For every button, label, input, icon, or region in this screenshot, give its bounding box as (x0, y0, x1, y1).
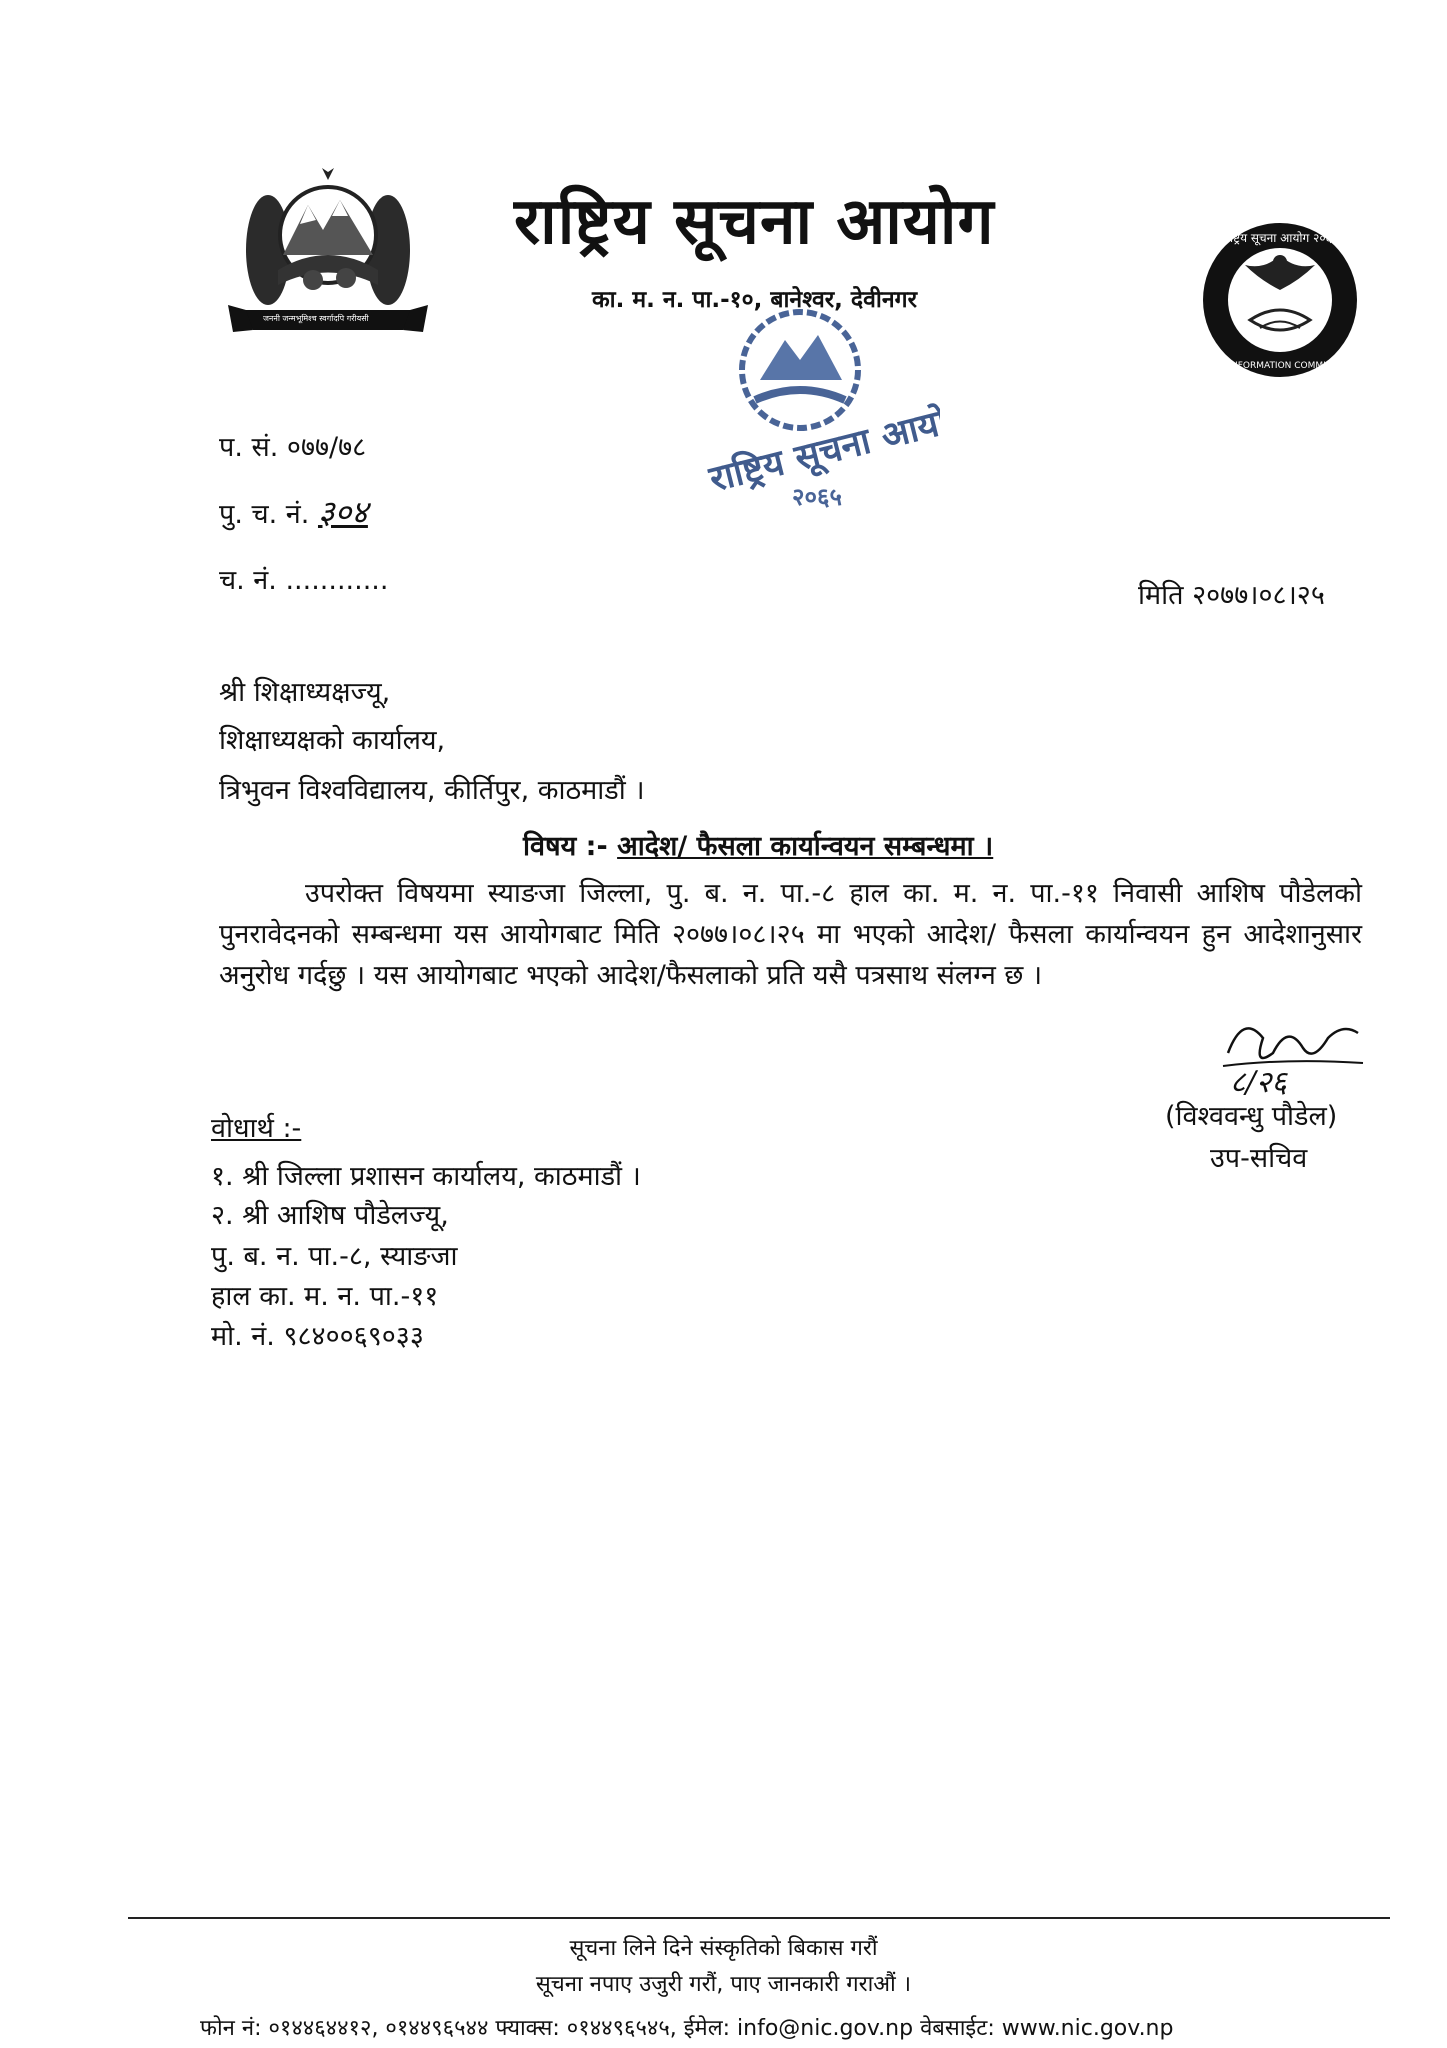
dispatch-number-value: ३०४ (317, 493, 368, 531)
coat-of-arms-motto: जननी जन्मभूमिश्च स्वर्गादपि गरीयसी (263, 314, 369, 323)
stamp-year: २०६५ (792, 483, 842, 511)
cc-item-2-mobile: मो. नं. ९८४००६९०३३ (211, 1321, 424, 1352)
signatory-designation: उप-सचिव (1210, 1143, 1308, 1174)
footer-divider (128, 1917, 1390, 1919)
dispatch-number-label: पु. च. नं. (219, 499, 310, 530)
cc-item-2-address: पु. ब. न. पा.-८, स्याङजा (211, 1241, 458, 1272)
svg-text:NATIONAL INFORMATION COMMISSIO: ONAL INFORMATION COMMISSION-2 (1200, 361, 1360, 371)
national-information-commission-seal-icon (1200, 220, 1360, 380)
cc-item-1: १. श्री जिल्ला प्रशासन कार्यालय, काठमाडौं । (211, 1161, 641, 1192)
footer-contact: फोन नं: ०१४४६४४१२, ०१४४९६५४४ फ्याक्स: ०१४४९६५४५, ईमेल: info@nic.gov.np वेबसाईट: www.nic.gov.np (200, 2016, 1174, 2041)
official-stamp-icon (700, 305, 940, 515)
svg-text:राष्ट्रिय सूचना आयोग २०६५: राष्ट्रिय सूचना आयोग २०६५ (1221, 231, 1339, 245)
reference-number: प. सं. ०७७/७८ (219, 432, 367, 463)
footer-slogan-1: सूचना लिने दिने संस्कृतिको बिकास गरौं (569, 1936, 878, 1961)
subject-text: आदेश/ फैसला कार्यान्वयन सम्बन्धमा । (617, 831, 994, 862)
issue-number: च. नं. ............ (219, 565, 389, 596)
signature-date-mark: ८/२६ (1230, 1065, 1287, 1100)
cc-item-2: २. श्री आशिष पौडेलज्यू, (211, 1200, 449, 1231)
letter-body (219, 873, 1362, 996)
letter-body-text: उपरोक्त विषयमा स्याङजा जिल्ला, पु. ब. न. पा.-८ हाल का. म. न. पा.-११ निवासी आशिष पौडेलको पुनरावेदनको सम्बन्धमा यस आयोगबाट मिति २०७७।०८।२५ मा भएको आदेश/ फैसला कार्यान्वयन हुन आदेशानुसार अनुरोध गर्दछु । यस आयोगबाट भएको आदेश/फैसलाको प्रति यसै पत्रसाथ संलग्न छ । (219, 878, 1362, 991)
subject-label: विषय :- (523, 831, 608, 862)
footer-slogan-2: सूचना नपाए उजुरी गरौं, पाए जानकारी गराऔं । (535, 1972, 912, 1997)
subject-line (523, 826, 993, 863)
nepal-coat-of-arms-icon (228, 160, 428, 345)
dispatch-number (219, 490, 368, 533)
recipient-line-3: त्रिभुवन विश्वविद्यालय, कीर्तिपुर, काठमाडौं । (219, 775, 645, 806)
page-title: राष्ट्रिय सूचना आयोग (514, 185, 995, 259)
cc-item-2-current-address: हाल का. म. न. पा.-११ (211, 1281, 439, 1312)
cc-label: वोधार्थ :- (211, 1113, 302, 1144)
recipient-line-2: शिक्षाध्यक्षको कार्यालय, (219, 725, 446, 756)
letter-date: मिति २०७७।०८।२५ (1138, 580, 1325, 611)
office-address: का. म. न. पा.-१०, बानेश्वर, देवीनगर (592, 287, 917, 313)
signatory-name: (विश्ववन्धु पौडेल) (1165, 1101, 1338, 1132)
stamp-title: राष्ट्रिय सूचना आयोग (705, 396, 940, 501)
recipient-line-1: श्री शिक्षाध्यक्षज्यू, (219, 677, 391, 708)
